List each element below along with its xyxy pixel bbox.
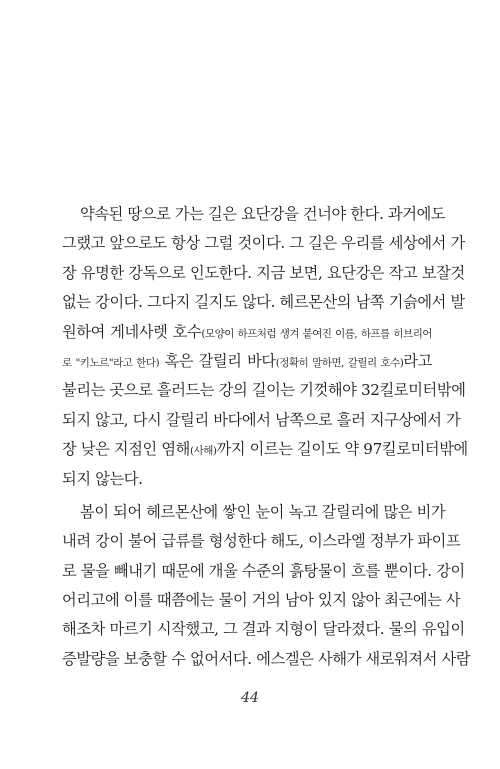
line-text: 봄이 되어 헤르몬산에 쌓인 눈이 녹고 갈릴리에 많은 비가	[80, 502, 446, 521]
text-line	[62, 586, 461, 615]
line-text: 되지 않고, 다시 갈릴리 바다에서 남쪽으로 흘러 지구상에서 가	[62, 410, 461, 429]
line-text: 되지 않는다.	[62, 469, 143, 488]
text-line	[62, 259, 465, 288]
line-text: 약속된 땅으로 가는 길은 요단강을 건너야 한다. 과거에도	[80, 205, 446, 223]
text-line	[62, 527, 461, 556]
annotation-text: (정확히 말하면, 갈릴리 호수)	[275, 356, 404, 369]
line-text: 까지 이르는 길이도 약 97킬로미터밖에	[216, 440, 468, 459]
page-number: 44	[241, 690, 259, 706]
line-text: 장 유명한 강독으로 인도한다. 지금 보면, 요단강은 작고 보잘것	[62, 263, 465, 282]
annotation-text: (사해)	[190, 445, 217, 458]
line-text: 내려 강이 불어 급류를 형성한다 해도, 이스라엘 정부가 파이프	[62, 532, 461, 551]
paragraph	[62, 498, 471, 674]
text-line	[62, 465, 432, 494]
line-text: 증발량을 보충할 수 없어서다. 에스겔은 사해가 새로워져서 사람	[62, 649, 471, 668]
text-line	[62, 498, 446, 527]
text-line	[62, 376, 466, 405]
annotation-text: 로 "키노르"라고 한다)	[62, 356, 160, 369]
line-text: 장 낮은 지점인 염해	[62, 440, 191, 459]
paragraph	[62, 200, 468, 494]
text-line	[62, 435, 468, 464]
text-line	[62, 288, 465, 317]
body-text	[62, 200, 471, 674]
line-text: 라고	[403, 351, 433, 370]
text-line	[62, 615, 465, 644]
line-text: 그랬고 앞으로도 항상 그럴 것이다. 그 길은 우리를 세상에서 가	[62, 234, 465, 253]
text-line	[62, 200, 446, 229]
text-line	[62, 645, 471, 674]
text-line	[62, 347, 432, 376]
line-text: 없는 강이다. 그다지 길지도 않다. 헤르몬산의 남쪽 기슭에서 발	[62, 293, 465, 312]
line-text: 어리고에 이를 때쯤에는 물이 거의 남아 있지 않아 최근에는 사	[62, 591, 461, 610]
text-line	[62, 318, 432, 347]
line-text: 불리는 곳으로 흘러드는 강의 길이는 기껏해야 32킬로미터밖에	[62, 381, 466, 400]
text-line	[62, 557, 465, 586]
annotation-text: (모양이 하프처럼 생겨 붙여진 이름, 하프를 히브리어	[201, 327, 432, 340]
text-line	[62, 406, 461, 435]
line-text: 로 물을 빼내기 때문에 개울 수준의 흙탕물이 흐를 뿐이다. 강이	[62, 561, 465, 580]
text-line	[62, 229, 465, 258]
line-text: 해조차 마르기 시작했고, 그 결과 지형이 달라졌다. 물의 유입이	[62, 620, 465, 639]
line-text: 혹은 갈릴리 바다	[159, 351, 276, 370]
line-text: 원하여 게네사렛 호수	[62, 322, 202, 341]
